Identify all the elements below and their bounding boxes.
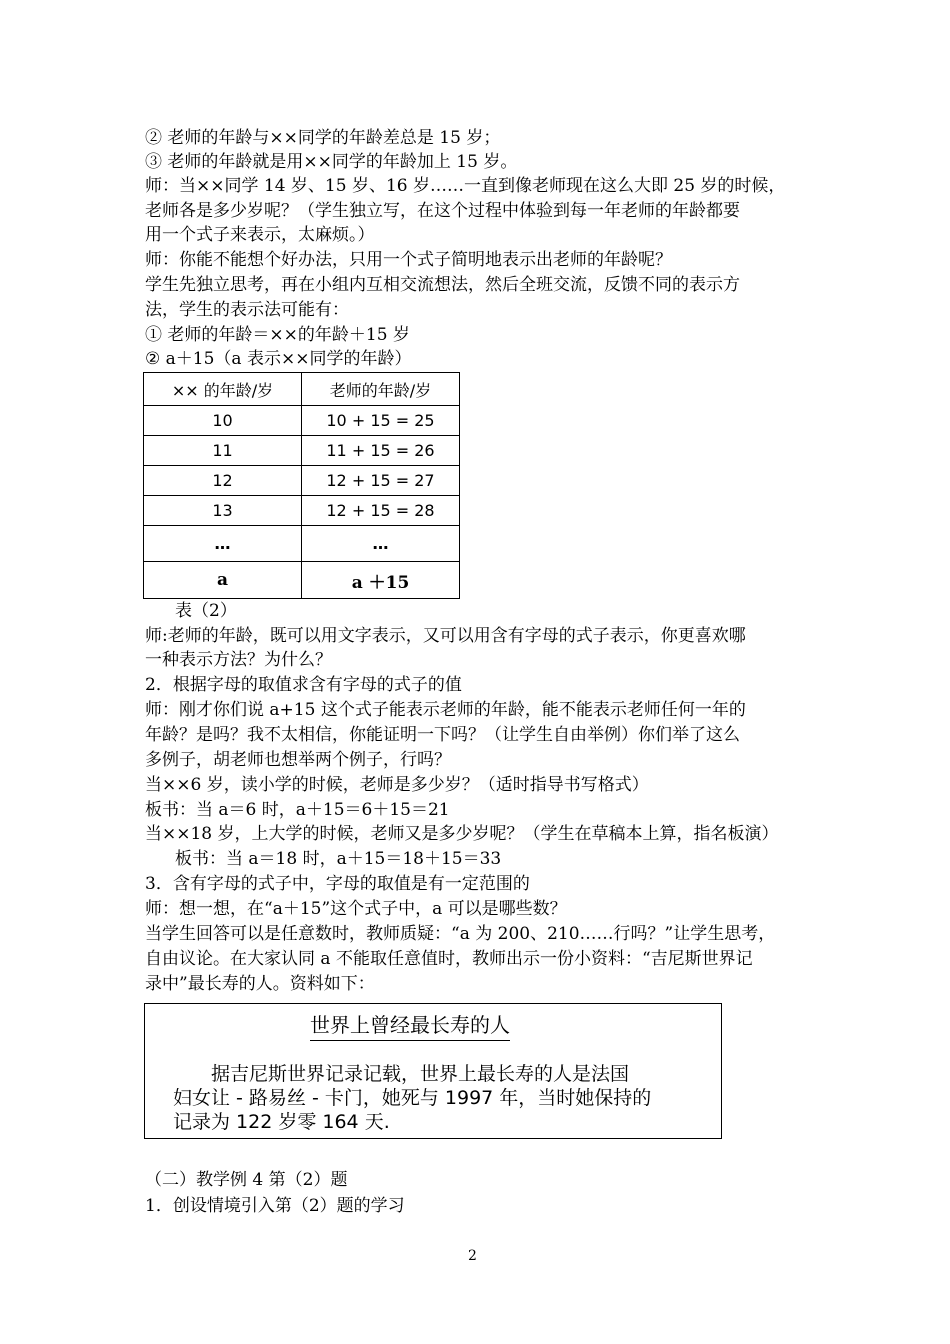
- text-line: 师：你能不能想个好办法，只用一个式子简明地表示出老师的年龄呢？: [145, 250, 672, 270]
- table-row: [144, 436, 460, 466]
- table-row: [144, 466, 460, 496]
- table-header: 老师的年龄/岁: [302, 373, 460, 406]
- table-cell: 11 + 15 = 26: [302, 436, 460, 466]
- text-line: 板书：当 a＝6 时，a＋15＝6＋15＝21: [145, 800, 450, 820]
- info-box-title: 世界上曾经最长寿的人: [310, 1012, 510, 1041]
- text-line: 当学生回答可以是任意数时，教师质疑：“a 为 200、210……行吗？”让学生思考，: [145, 924, 776, 944]
- text-line: 板书：当 a＝18 时，a＋15＝18＋15＝33: [175, 849, 502, 869]
- age-table: [143, 372, 460, 599]
- page-number: 2: [468, 1248, 477, 1264]
- section-heading: 1．创设情境引入第（2）题的学习: [145, 1196, 405, 1216]
- table-cell: 10: [144, 406, 302, 436]
- table-cell: …: [302, 526, 460, 562]
- text-line: ② 老师的年龄与××同学的年龄差总是 15 岁；: [145, 128, 501, 148]
- table-header-row: [144, 373, 460, 406]
- text-line: 录中”最长寿的人。资料如下：: [145, 974, 375, 994]
- table-cell: 12 + 15 = 28: [302, 496, 460, 526]
- table-row: [144, 496, 460, 526]
- text-line: 当××6 岁，读小学的时候，老师是多少岁？（适时指导书写格式）: [145, 775, 649, 795]
- text-line: 一种表示方法？为什么？: [145, 650, 332, 670]
- info-box-line: 据吉尼斯世界记录记载，世界上最长寿的人是法国: [173, 1063, 630, 1085]
- table-header: ×× 的年龄/岁: [144, 373, 302, 406]
- text-line: 师：当××同学 14 岁、15 岁、16 岁……一直到像老师现在这么大即 25 岁的时候，: [145, 176, 786, 196]
- text-line: 师：刚才你们说 a+15 这个式子能表示老师的年龄，能不能表示老师任何一年的: [145, 700, 746, 720]
- text-line: ① 老师的年龄＝××的年龄＋15 岁: [145, 325, 410, 345]
- table-row: [144, 562, 460, 599]
- text-line: ② a＋15（a 表示××同学的年龄）: [145, 349, 412, 369]
- info-box-line: 记录为 122 岁零 164 天.: [173, 1111, 390, 1133]
- info-box: [144, 1003, 722, 1139]
- text-line: 师:老师的年龄，既可以用文字表示，又可以用含有字母的式子表示，你更喜欢哪: [145, 626, 746, 646]
- table-cell: 13: [144, 496, 302, 526]
- text-line: 学生先独立思考，再在小组内互相交流想法，然后全班交流，反馈不同的表示方: [145, 275, 740, 295]
- section-heading: 3．含有字母的式子中，字母的取值是有一定范围的: [145, 874, 530, 894]
- section-heading: 2．根据字母的取值求含有字母的式子的值: [145, 675, 462, 695]
- section-heading: （二）教学例 4 第（2）题: [145, 1170, 348, 1190]
- text-line: 法，学生的表示法可能有：: [145, 300, 349, 320]
- text-line: 自由议论。在大家认同 a 不能取任意值时，教师出示一份小资料：“吉尼斯世界记: [145, 949, 753, 969]
- table-cell: 10 + 15 = 25: [302, 406, 460, 436]
- table-cell: a ＋15: [302, 562, 460, 599]
- table-row: [144, 406, 460, 436]
- table-cell: a: [144, 562, 302, 599]
- table-row: [144, 526, 460, 562]
- text-line: 当××18 岁，上大学的时候，老师又是多少岁呢？（学生在草稿本上算，指名板演）: [145, 824, 779, 844]
- info-box-line: 妇女让 - 路易丝 - 卡门，她死与 1997 年，当时她保持的: [173, 1087, 652, 1109]
- text-line: 年龄？是吗？我不太相信，你能证明一下吗？（让学生自由举例）你们举了这么: [145, 725, 740, 745]
- text-line: 老师各是多少岁呢？（学生独立写，在这个过程中体验到每一年老师的年龄都要: [145, 201, 740, 221]
- table-cell: …: [144, 526, 302, 562]
- table-cell: 12 + 15 = 27: [302, 466, 460, 496]
- table-cell: 11: [144, 436, 302, 466]
- table-caption: 表（2）: [175, 601, 237, 621]
- text-line: 多例子，胡老师也想举两个例子，行吗？: [145, 750, 451, 770]
- table-cell: 12: [144, 466, 302, 496]
- text-line: 用一个式子来表示，太麻烦。）: [145, 225, 375, 245]
- text-line: ③ 老师的年龄就是用××同学的年龄加上 15 岁。: [145, 152, 518, 172]
- text-line: 师：想一想，在“a＋15”这个式子中，a 可以是哪些数？: [145, 899, 567, 919]
